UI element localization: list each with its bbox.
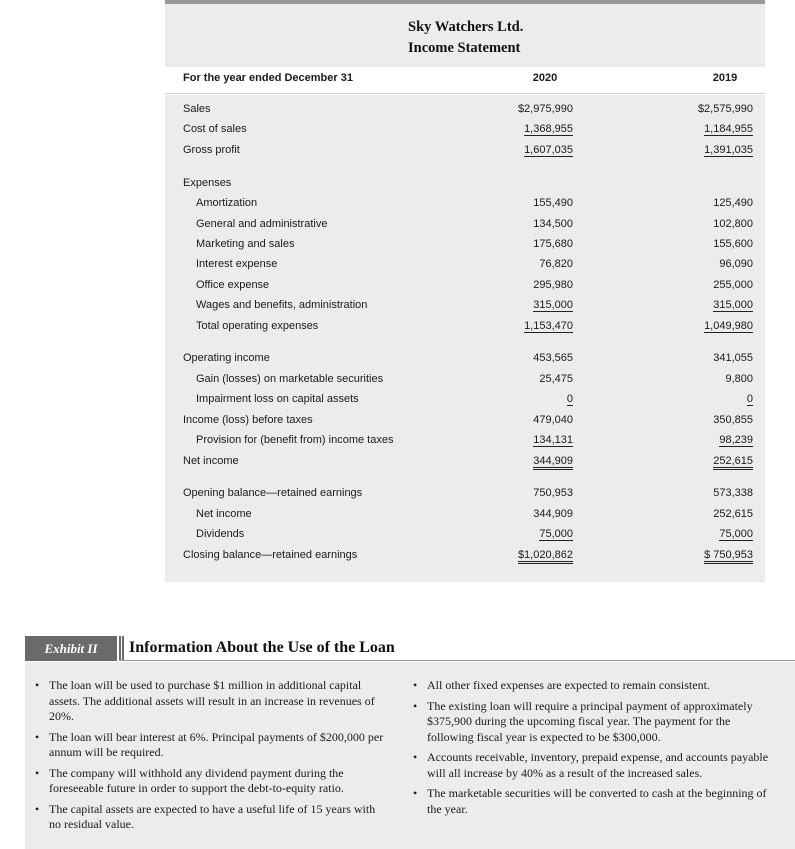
list-item [413, 786, 773, 817]
value-2019: 1,049,980 [704, 320, 753, 332]
value-2020: 453,565 [533, 352, 573, 364]
value-2019: 125,490 [713, 197, 753, 209]
value-2020: 295,980 [533, 279, 573, 291]
value-2020: 344,909 [533, 508, 573, 520]
bullet-text: The marketable securities will be converted to cash at the beginning of the year. [427, 786, 767, 816]
table-row [165, 390, 765, 410]
row-label: Dividends [196, 528, 245, 540]
value-2020: 750,953 [533, 487, 573, 499]
table-row [165, 411, 765, 431]
row-label: Net income [183, 455, 239, 467]
bullet-icon: • [35, 678, 40, 692]
table-row [165, 370, 765, 390]
table-row [165, 215, 765, 235]
row-label: Gain (losses) on marketable securities [196, 373, 384, 385]
exhibit-header [25, 636, 795, 661]
value-2019: 255,000 [713, 279, 753, 291]
row-label: Sales [183, 103, 211, 115]
value-2020: 344,909 [533, 455, 573, 470]
row-label: Total operating expenses [196, 320, 319, 332]
row-label: Wages and benefits, administration [196, 299, 368, 311]
income-statement [165, 4, 765, 582]
value-2019: 252,615 [713, 455, 753, 470]
table-row [165, 120, 765, 140]
table-row [165, 452, 765, 472]
list-item [35, 802, 385, 833]
value-2020: 25,475 [539, 373, 573, 385]
loan-info-panel [25, 662, 795, 849]
value-2019: 1,184,955 [704, 123, 753, 135]
value-2020: 134,131 [533, 434, 573, 446]
right-column [413, 678, 773, 822]
value-2019: $ 750,953 [704, 549, 753, 564]
period-label: For the year ended December 31 [183, 72, 353, 84]
row-label: Operating income [183, 352, 270, 364]
row-label: Amortization [196, 197, 258, 209]
table-row [165, 296, 765, 316]
list-item [35, 678, 385, 725]
bullet-text: The loan will bear interest at 6%. Principal payments of $200,000 per annum will be required. [49, 729, 384, 759]
value-2019: 155,600 [713, 238, 753, 250]
exhibit-title: Information About the Use of the Loan [129, 639, 395, 656]
value-2019: 252,615 [713, 508, 753, 520]
row-label: Opening balance—retained earnings [183, 487, 363, 499]
table-row [165, 484, 765, 504]
row-label: Interest expense [196, 258, 278, 270]
row-label: Impairment loss on capital assets [196, 393, 359, 405]
table-row [165, 100, 765, 120]
row-label: Marketing and sales [196, 238, 295, 250]
list-item [35, 766, 385, 797]
table-row [165, 317, 765, 337]
value-2019: 102,800 [713, 218, 753, 230]
table-row [165, 505, 765, 525]
header-divider [165, 93, 765, 94]
bullet-text: All other fixed expenses are expected to remain consistent. [427, 678, 710, 692]
year-2019-header: 2019 [712, 72, 738, 84]
row-label: Closing balance—retained earnings [183, 549, 358, 561]
table-row [165, 349, 765, 369]
bullet-text: The existing loan will require a principal payment of approximately $375,900 during the upcoming fiscal year. The payment for the following fiscal year is expected to be $300,000. [427, 698, 753, 744]
value-2019: 9,800 [725, 373, 753, 385]
statement-title: Income Statement [408, 40, 521, 56]
table-row [165, 546, 765, 566]
table-row [165, 255, 765, 275]
value-2019: 75,000 [719, 528, 753, 540]
value-2019: 350,855 [713, 414, 753, 426]
value-2020: 155,490 [533, 197, 573, 209]
value-2020: 1,607,035 [524, 144, 573, 156]
bullet-icon: • [35, 801, 40, 816]
left-column [35, 678, 385, 838]
bullet-text: The capital assets are expected to have a useful life of 15 years with no residual value. [49, 801, 376, 831]
value-2019: 573,338 [713, 487, 753, 499]
value-2020: $2,975,990 [517, 103, 573, 115]
table-row [165, 194, 765, 214]
value-2020: 75,000 [539, 528, 573, 540]
row-label: Net income [196, 508, 252, 520]
value-2020: 479,040 [533, 414, 573, 426]
row-label: General and administrative [196, 218, 328, 230]
company-name: Sky Watchers Ltd. [408, 19, 524, 35]
row-label: Provision for (benefit from) income taxes [196, 434, 394, 446]
row-label: Office expense [196, 279, 270, 291]
value-2020: 175,680 [533, 238, 573, 250]
value-2019: 96,090 [719, 258, 753, 270]
table-row [165, 141, 765, 161]
list-item [413, 678, 773, 694]
bullet-text: The loan will be used to purchase $1 million in additional capital assets. The additional assets will result in an increase in revenues of 20%. [49, 678, 375, 723]
list-item [35, 730, 385, 761]
table-row [165, 174, 765, 194]
value-2019: 0 [746, 393, 753, 405]
row-label: Cost of sales [183, 123, 247, 135]
bullet-icon: • [413, 678, 418, 692]
value-2019: 98,239 [719, 434, 753, 446]
exhibit-tag: Exhibit II [25, 636, 117, 661]
row-label: Expenses [183, 177, 232, 189]
table-row [165, 431, 765, 451]
bullet-icon: • [413, 698, 418, 713]
value-2020: 1,153,470 [524, 320, 573, 332]
value-2019: 315,000 [713, 299, 753, 311]
row-label: Gross profit [183, 144, 240, 156]
list-item [413, 699, 773, 746]
value-2019: $2,575,990 [697, 103, 753, 115]
value-2019: 341,055 [713, 352, 753, 364]
year-2020-header: 2020 [532, 72, 558, 84]
table-row [165, 235, 765, 255]
bullet-icon: • [413, 750, 418, 764]
bullet-icon: • [35, 729, 40, 744]
bullet-text: Accounts receivable, inventory, prepaid expense, and accounts payable will all increase by 40% as a result of the increased sales. [427, 750, 769, 780]
value-2020: 0 [566, 393, 573, 405]
value-2020: $1,020,862 [518, 549, 573, 564]
list-item [413, 750, 773, 781]
table-row [165, 276, 765, 296]
value-2020: 315,000 [533, 299, 573, 311]
bullet-icon: • [35, 765, 40, 780]
exhibit-rule [119, 660, 795, 661]
value-2020: 1,368,955 [524, 123, 573, 135]
exhibit-divider [119, 636, 124, 661]
bullet-icon: • [413, 786, 418, 800]
table-row [165, 525, 765, 545]
value-2019: 1,391,035 [704, 144, 753, 156]
value-2020: 134,500 [533, 218, 573, 230]
bullet-text: The company will withhold any dividend payment during the foreseeable future in order to support the debt-to-equity ratio. [49, 765, 344, 795]
value-2020: 76,820 [539, 258, 573, 270]
row-label: Income (loss) before taxes [183, 414, 313, 426]
